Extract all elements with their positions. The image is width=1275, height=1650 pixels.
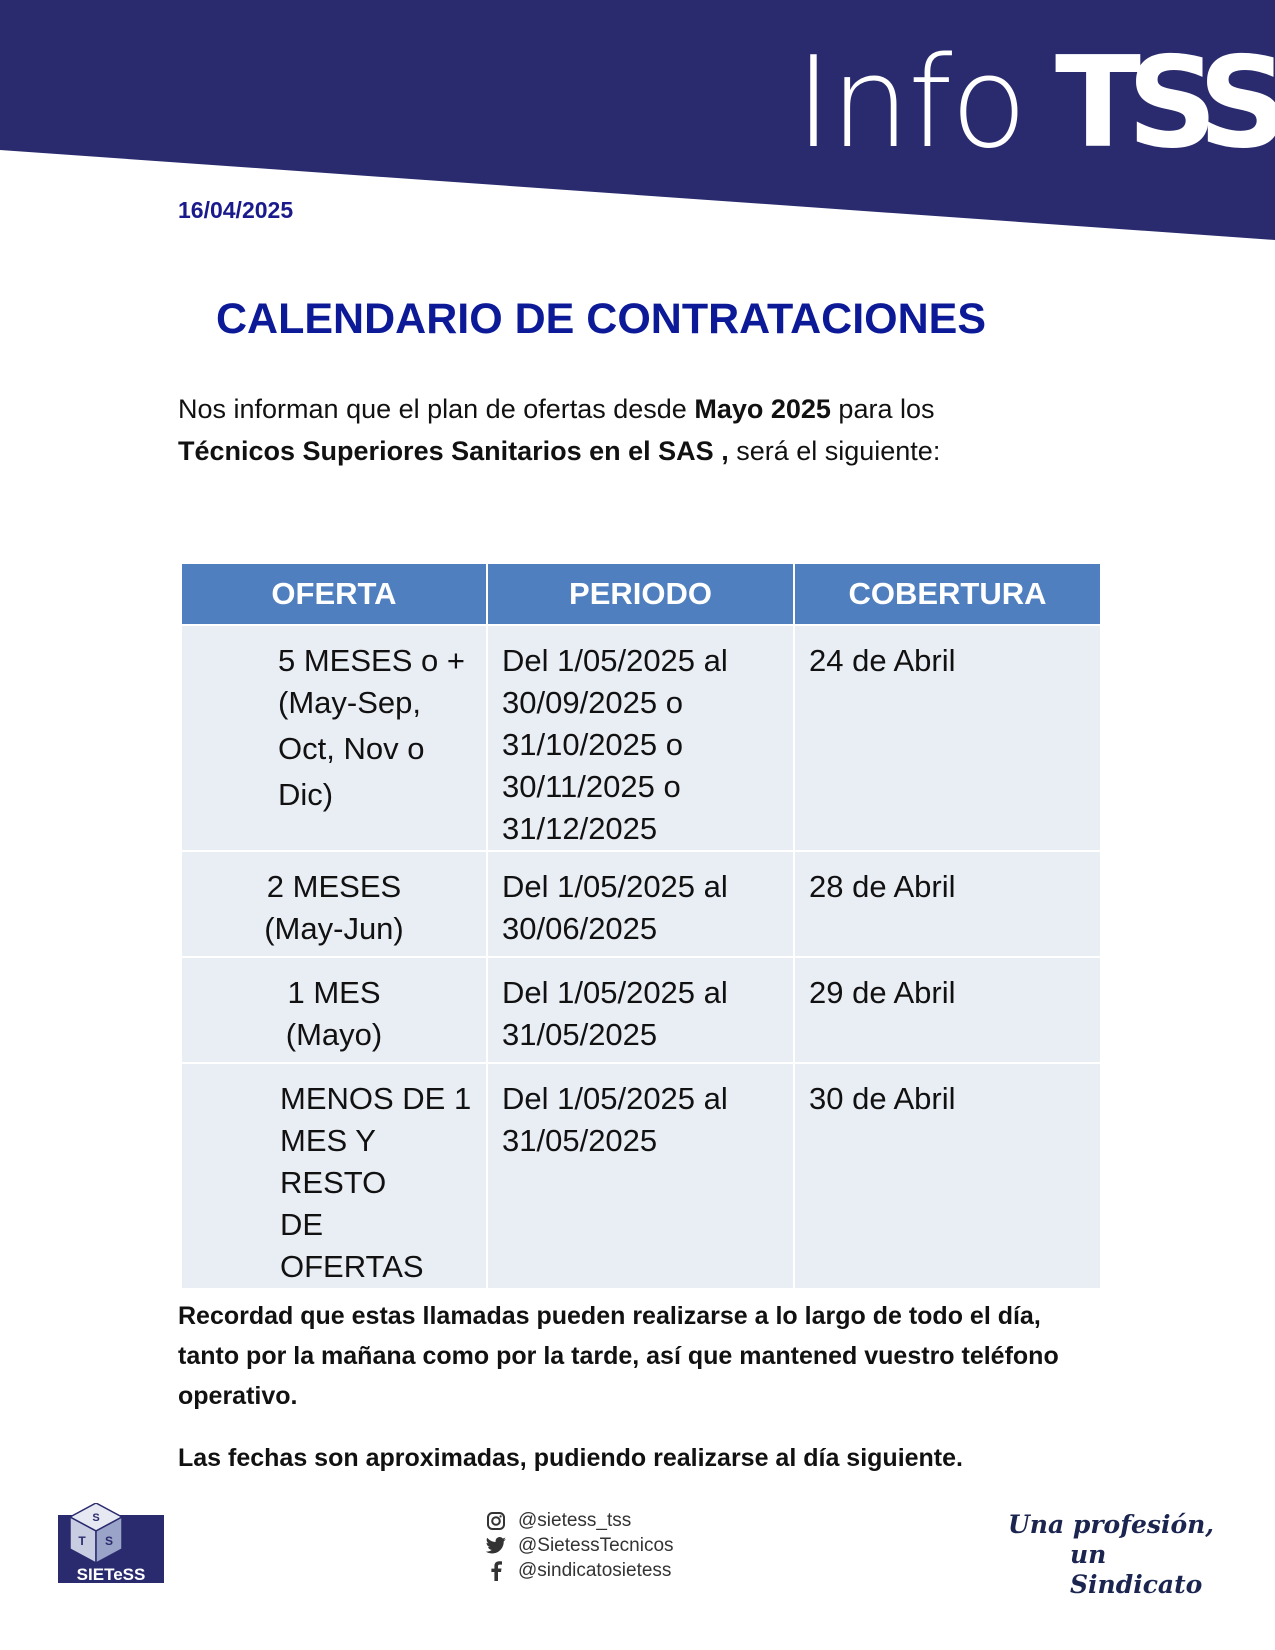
cell-line: 31/05/2025 — [502, 1123, 658, 1158]
cell-cobertura: 28 de Abril — [794, 851, 1101, 957]
twitter-icon — [484, 1535, 508, 1557]
cube-letter: S — [92, 1512, 100, 1524]
cell-line: 31/05/2025 — [502, 1017, 658, 1052]
cell-line: Dic) — [278, 777, 334, 812]
note-calls: Recordad que estas llamadas pueden realizarse a lo largo de todo el día, tanto por la mañana como por la tarde, así que mantened vuestro teléfono operativo. — [178, 1302, 1059, 1410]
cell-periodo — [487, 1063, 794, 1289]
cell-line: DE OFERTAS — [280, 1207, 424, 1284]
intro-highlight-group: Técnicos Superiores Sanitarios en el SAS , — [178, 436, 729, 466]
table-row — [181, 851, 1101, 957]
note-dates: Las fechas son aproximadas, pudiendo realizarse al día siguiente. — [178, 1444, 963, 1472]
cell-line: Del 1/05/2025 al — [502, 869, 728, 904]
cell-line: Del 1/05/2025 al — [502, 975, 728, 1010]
sietess-logo-text: SIETeSS — [76, 1565, 146, 1583]
cube-letter: S — [104, 1534, 114, 1548]
cell-line: Del 1/05/2025 al — [502, 1081, 728, 1116]
social-handle: @SietessTecnicos — [518, 1534, 674, 1556]
document-date: 16/04/2025 — [178, 197, 294, 223]
contract-calendar-table — [180, 562, 1102, 1290]
instagram-icon — [484, 1510, 508, 1532]
cell-line: Del 1/05/2025 al — [502, 643, 728, 678]
cell-line: (May-Sep, — [278, 685, 421, 720]
cell-line: MES Y RESTO — [280, 1123, 387, 1200]
cell-oferta — [181, 625, 487, 851]
cell-line: 30/11/2025 o — [502, 769, 681, 804]
table-row — [181, 1063, 1101, 1289]
table-header-row — [181, 563, 1101, 625]
cell-oferta — [181, 851, 487, 957]
cell-cobertura: 30 de Abril — [794, 1063, 1101, 1289]
cell-cobertura: 29 de Abril — [794, 957, 1101, 1063]
infotss-logo-info: Info — [795, 29, 1026, 176]
cell-line: 30/06/2025 — [502, 911, 658, 946]
table-row — [181, 625, 1101, 851]
intro-text: Nos informan que el plan de ofertas desde — [178, 394, 695, 424]
social-item-instagram[interactable] — [484, 1508, 674, 1533]
intro-text: será el siguiente: — [728, 436, 941, 466]
cell-line: 30/09/2025 o — [502, 685, 684, 720]
column-header-periodo: PERIODO — [487, 563, 794, 625]
cell-line: 2 MESES — [266, 869, 402, 904]
social-item-twitter[interactable] — [484, 1533, 674, 1558]
cell-line: (Mayo) — [285, 1017, 383, 1052]
cell-line: 31/12/2025 — [502, 811, 658, 846]
social-item-facebook[interactable] — [484, 1558, 674, 1583]
cell-oferta — [181, 957, 487, 1063]
cell-periodo — [487, 851, 794, 957]
intro-paragraph — [178, 388, 1078, 472]
cell-line: MENOS DE 1 — [280, 1081, 472, 1116]
cell-periodo — [487, 957, 794, 1063]
intro-highlight-month: Mayo 2025 — [694, 394, 831, 424]
cell-line: 31/10/2025 o — [502, 727, 684, 762]
notes-section — [178, 1296, 1098, 1500]
cell-oferta — [181, 1063, 487, 1289]
cell-line: 5 MESES o + — [278, 643, 465, 678]
cell-periodo — [487, 625, 794, 851]
column-header-oferta: OFERTA — [181, 563, 487, 625]
infotss-logo-tss: TSS — [1055, 29, 1275, 176]
cube-letter: T — [78, 1534, 86, 1548]
slogan-line: un Sindicato — [1070, 1540, 1203, 1599]
facebook-icon — [484, 1560, 508, 1582]
social-handle: @sietess_tss — [518, 1509, 632, 1531]
table-row — [181, 957, 1101, 1063]
column-header-cobertura: COBERTURA — [794, 563, 1101, 625]
slogan — [1008, 1510, 1218, 1600]
page-title: CALENDARIO DE CONTRATACIONES — [216, 295, 987, 343]
cell-cobertura: 24 de Abril — [794, 625, 1101, 851]
social-links — [484, 1508, 674, 1583]
cell-line: (May-Jun) — [264, 911, 404, 946]
sietess-logo — [58, 1503, 164, 1583]
social-handle: @sindicatosietess — [518, 1559, 672, 1581]
cell-line: Oct, Nov o — [278, 731, 425, 766]
slogan-line: Una profesión, — [1008, 1510, 1214, 1539]
intro-text: para los — [830, 394, 935, 424]
cell-line: 1 MES — [287, 975, 381, 1010]
